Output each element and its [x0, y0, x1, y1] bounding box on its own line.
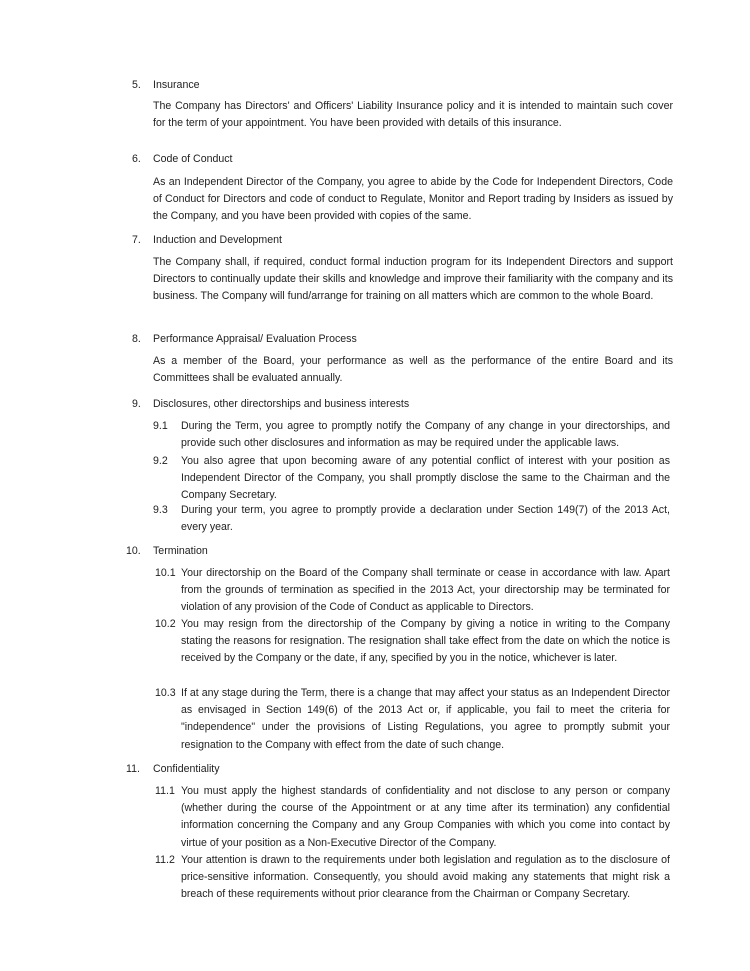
section-title: Disclosures, other directorships and business interests	[153, 398, 410, 410]
section-title: Code of Conduct	[153, 153, 233, 165]
section-body: As a member of the Board, your performance as well as the performance of the entire Board and its Committees shall be evaluated annually.	[153, 355, 673, 385]
section-number: 8.	[132, 333, 141, 345]
section-title: Performance Appraisal/ Evaluation Process	[153, 333, 357, 345]
clause-text: You also agree that upon becoming aware of any potential conflict of interest with your position as Independent Director of the Company, you shall promptly disclose the same to the Chairman and the Company Secretary.	[181, 455, 670, 502]
section-title: Induction and Development	[153, 234, 282, 246]
section-number: 11.	[126, 763, 140, 775]
section-title: Insurance	[153, 79, 200, 91]
section-number: 7.	[132, 234, 141, 246]
section-title: Confidentiality	[153, 763, 220, 775]
clause-text: During your term, you agree to promptly provide a declaration under Section 149(7) of the 2013 Act, every year.	[181, 504, 670, 534]
clause-number: 9.1	[153, 420, 168, 432]
clause-text: Your directorship on the Board of the Company shall terminate or cease in accordance with law. Apart from the grounds of termination as specified in the 2013 Act, your directorship may be terminated for violation of any provision of the Code of Conduct as applicable to Directors.	[181, 567, 670, 614]
section-body: The Company shall, if required, conduct formal induction program for its Independent Directors and support Directors to continually update their skills and knowledge and improve their familiarity with the company and its business. The Company will fund/arrange for training on all matters which are common to the whole Board.	[153, 256, 673, 303]
clause-number: 11.1	[155, 785, 175, 797]
section-title: Termination	[153, 545, 208, 557]
clause-number: 9.3	[153, 504, 168, 516]
section-number: 5.	[132, 79, 141, 91]
clause-number: 10.2	[155, 618, 176, 630]
clause-text: If at any stage during the Term, there is a change that may affect your status as an Independent Director as envisaged in Section 149(6) of the 2013 Act or, if applicable, you fail to meet the criteria for "independence" under the provisions of Listing Regulations, you agree to promptly submit your resignation to the Company with effect from the date of such change.	[181, 687, 670, 751]
clause-number: 10.1	[155, 567, 176, 579]
section-number: 9.	[132, 398, 141, 410]
section-body: The Company has Directors' and Officers' Liability Insurance policy and it is intended to maintain such cover for the term of your appointment. You have been provided with details of this insurance.	[153, 100, 673, 130]
clause-text: You must apply the highest standards of confidentiality and not disclose to any person or company (whether during the course of the Appointment or at any time after its termination) any confidential information concerning the Company and any Group Companies with which you come into contact by virtue of your position as a Non-Executive Director of the Company.	[181, 785, 670, 849]
section-number: 10.	[126, 545, 141, 557]
clause-text: Your attention is drawn to the requirements under both legislation and regulation as to the disclosure of price-sensitive information. Consequently, you should avoid making any statements that might risk a breach of these requirements without prior clearance from the Chairman or Company Secretary.	[181, 854, 670, 901]
section-number: 6.	[132, 153, 141, 165]
clause-text: You may resign from the directorship of the Company by giving a notice in writing to the Company stating the reasons for resignation. The resignation shall take effect from the date on which the notice is received by the Company or the date, if any, specified by you in the notice, whichever is later.	[181, 618, 670, 665]
clause-text: During the Term, you agree to promptly notify the Company of any change in your directorships, and provide such other disclosures and information as may be required under the applicable laws.	[181, 420, 670, 450]
clause-number: 11.2	[155, 854, 175, 866]
section-body: As an Independent Director of the Company, you agree to abide by the Code for Independent Directors, Code of Conduct for Directors and code of conduct to Regulate, Monitor and Report trading by Insiders as issued by the Company, and you have been provided with copies of the same.	[153, 176, 673, 223]
clause-number: 10.3	[155, 687, 176, 699]
clause-number: 9.2	[153, 455, 168, 467]
